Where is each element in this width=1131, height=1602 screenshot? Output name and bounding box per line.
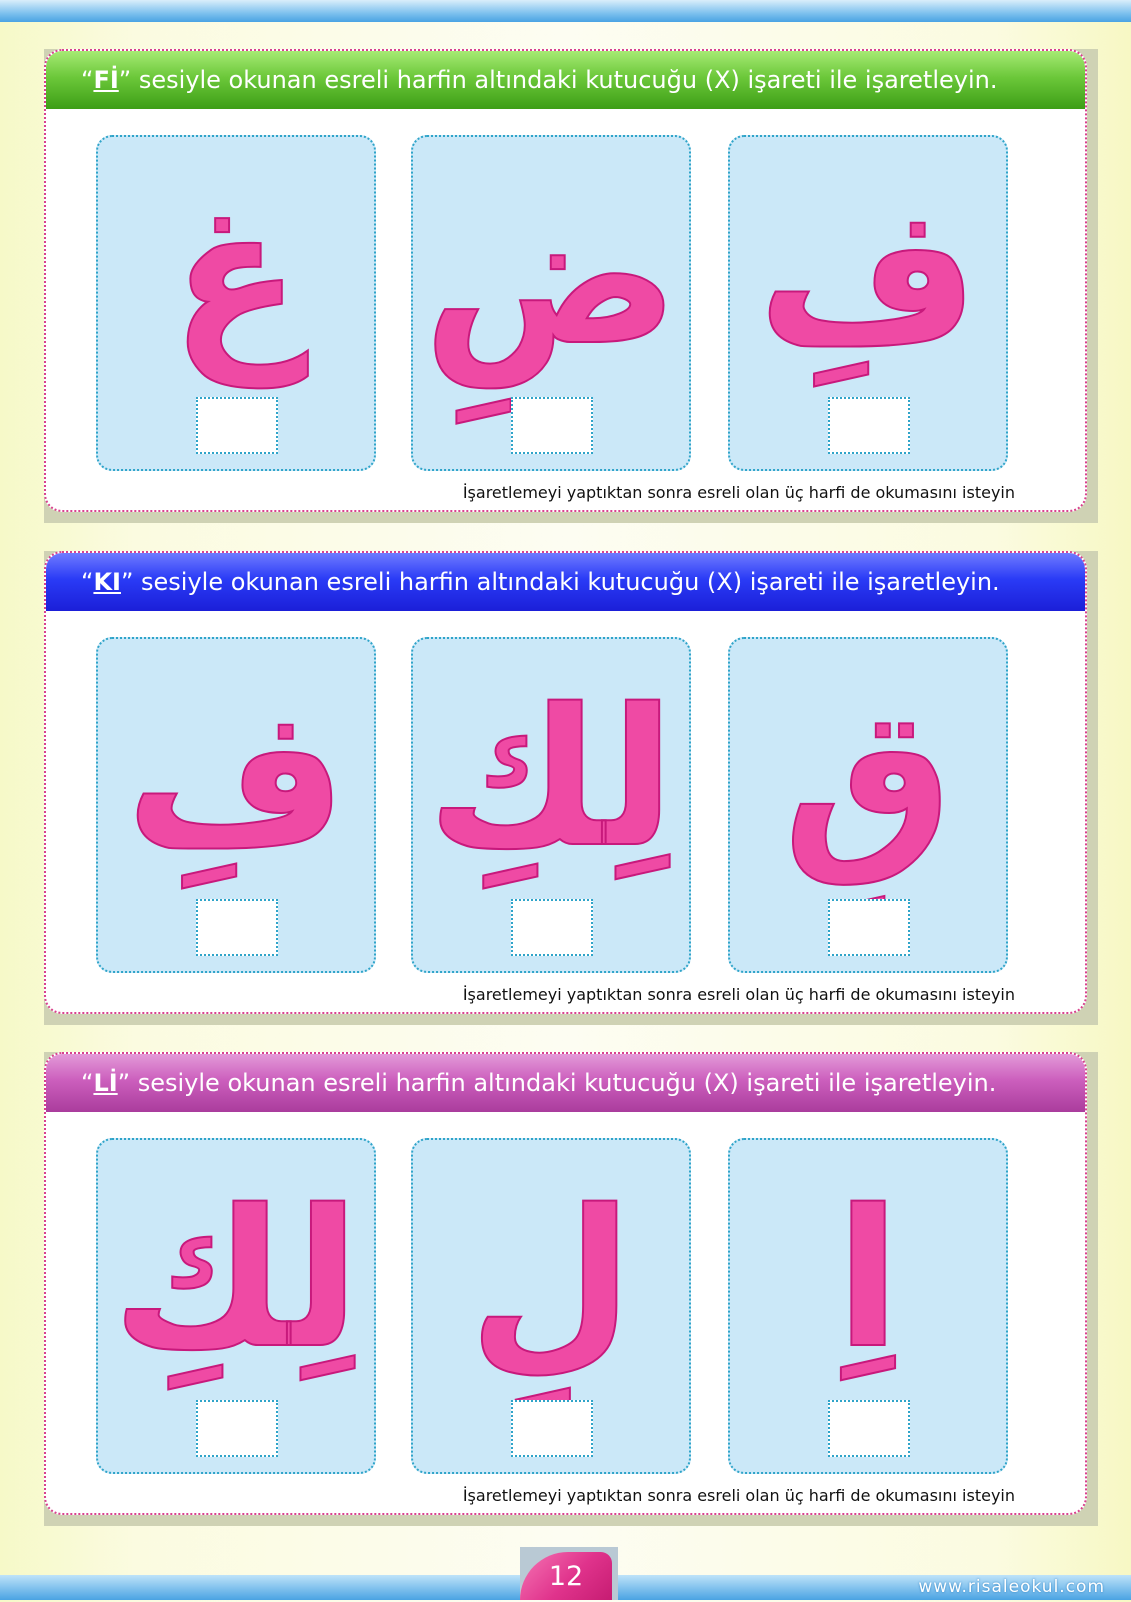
exercise-2-card-2 <box>411 637 691 973</box>
exercise-2-card-1 <box>96 637 376 973</box>
answer-checkbox[interactable] <box>196 397 278 454</box>
answer-checkbox[interactable] <box>511 1400 593 1457</box>
answer-checkbox[interactable] <box>196 1400 278 1457</box>
exercise-3-panel <box>44 1052 1087 1515</box>
exercise-1-instruction: “Fİ” sesiyle okunan esreli harfin altındaki kutucuğu (X) işareti ile işaretleyin. <box>46 51 1085 109</box>
exercise-1-panel <box>44 49 1087 512</box>
letter-glyph: فِ <box>757 166 979 387</box>
letter-glyph: غِ <box>171 166 301 387</box>
answer-checkbox[interactable] <box>828 1400 910 1457</box>
exercise-3-sound: Lİ <box>93 1069 118 1097</box>
exercise-2-footnote: İşaretlemeyi yaptıktan sonra esreli olan üç harfi de okumasını isteyin <box>462 985 1015 1004</box>
page-number: 12 <box>520 1552 612 1600</box>
letter-glyph: لِ <box>468 1169 634 1390</box>
exercise-1-card-3 <box>728 135 1008 471</box>
exercise-2-card-3 <box>728 637 1008 973</box>
answer-checkbox[interactable] <box>828 899 910 956</box>
exercise-2-sound: KI <box>93 568 121 596</box>
letter-glyph: لِكِ <box>111 1169 361 1390</box>
exercise-1-footnote: İşaretlemeyi yaptıktan sonra esreli olan üç harfi de okumasını isteyin <box>462 483 1015 502</box>
answer-checkbox[interactable] <box>196 899 278 956</box>
letter-glyph: اِ <box>835 1169 901 1390</box>
answer-checkbox[interactable] <box>511 397 593 454</box>
exercise-3-card-2 <box>411 1138 691 1474</box>
answer-checkbox[interactable] <box>828 397 910 454</box>
exercise-3-footnote: İşaretlemeyi yaptıktan sonra esreli olan üç harfi de okumasını isteyin <box>462 1486 1015 1505</box>
exercise-3-card-3 <box>728 1138 1008 1474</box>
exercise-2-panel <box>44 551 1087 1014</box>
letter-glyph: لِكِ <box>426 668 676 889</box>
letter-glyph: ضِ <box>423 166 679 387</box>
exercise-1-card-2 <box>411 135 691 471</box>
website-url[interactable]: www.risaleokul.com <box>918 1577 1105 1597</box>
letter-glyph: قِ <box>783 668 953 889</box>
letter-glyph: فِ <box>125 668 347 889</box>
exercise-1-sound: Fİ <box>93 66 119 94</box>
exercise-3-instruction: “Lİ” sesiyle okunan esreli harfin altındaki kutucuğu (X) işareti ile işaretleyin. <box>46 1054 1085 1112</box>
exercise-2-instruction: “KI” sesiyle okunan esreli harfin altındaki kutucuğu (X) işareti ile işaretleyin. <box>46 553 1085 611</box>
exercise-1-card-1 <box>96 135 376 471</box>
exercise-3-card-1 <box>96 1138 376 1474</box>
top-decorative-band <box>0 0 1131 22</box>
answer-checkbox[interactable] <box>511 899 593 956</box>
